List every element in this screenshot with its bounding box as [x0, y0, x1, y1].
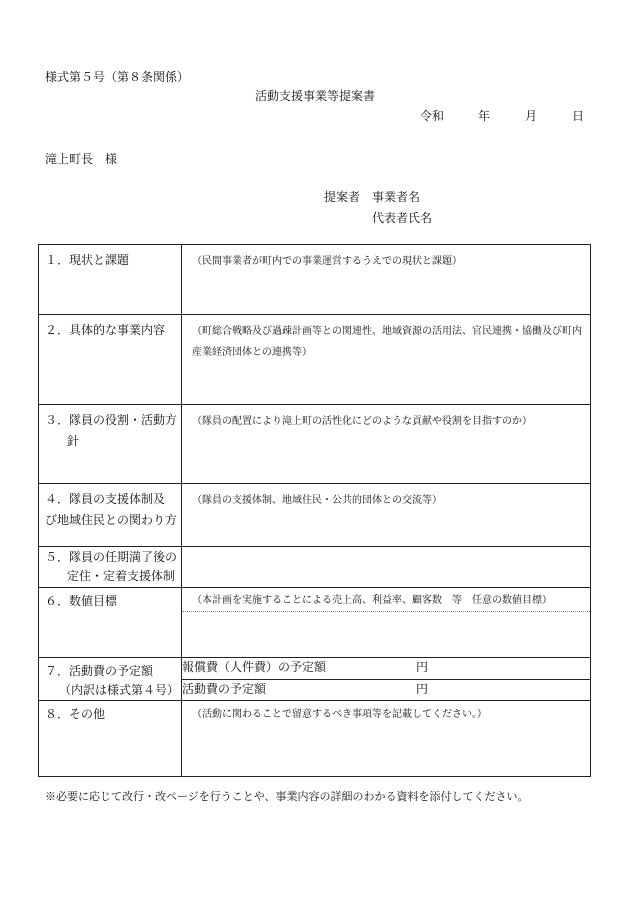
- section-input-area[interactable]: [182, 245, 591, 315]
- section-label-line1: ５．隊員の任期満了後の: [45, 550, 178, 564]
- section-label-cell: [39, 405, 182, 484]
- date-year: 年: [478, 109, 491, 123]
- section-hint: （活動に関わることで留意するべき事項等を記載してください。）: [192, 709, 487, 720]
- section-label-cell: [39, 484, 182, 547]
- section-row-7a: [39, 658, 591, 680]
- section-label: [39, 405, 181, 452]
- section-label-cell: [39, 588, 182, 658]
- proposer-label: 提案者: [324, 190, 361, 204]
- section-input-area[interactable]: [182, 315, 591, 405]
- section-label: [39, 547, 181, 586]
- section-label-cell: [39, 658, 182, 701]
- proposer-block: [324, 187, 432, 229]
- addressee: 滝上町長 様: [45, 152, 118, 166]
- budget-activity-cell[interactable]: [182, 679, 591, 701]
- section-label-line2: （内訳は様式第４号）: [59, 683, 180, 697]
- yen-unit: 円: [416, 681, 429, 696]
- section-input-area[interactable]: [182, 484, 591, 547]
- section-label-line2: 定住・定着支援体制: [67, 569, 176, 583]
- section-hint: （隊員の配置により滝上町の活性化にどのような貢献や役割を目指すのか）: [192, 416, 532, 427]
- section-row-3: [39, 405, 591, 484]
- section-label-line2: び地域住民との関わり方: [45, 513, 178, 527]
- section-label-line2: 針: [67, 434, 80, 448]
- section-label: ２．具体的な事業内容: [45, 323, 166, 337]
- date-era: 令和: [420, 109, 445, 123]
- section-label: １．現状と課題: [45, 253, 130, 267]
- section-row-4: [39, 484, 591, 547]
- section-row-1: [39, 245, 591, 315]
- section-input-area[interactable]: [182, 701, 591, 777]
- business-name-label: 事業者名: [372, 190, 421, 204]
- date-line: [420, 107, 584, 124]
- date-month: 月: [525, 109, 538, 123]
- section-input-area[interactable]: [182, 588, 591, 658]
- hint-row: [182, 588, 590, 612]
- section-label-cell: [39, 701, 182, 777]
- representative-label: 代表者氏名: [372, 211, 433, 225]
- section-label: [39, 484, 181, 531]
- proposal-table: [38, 244, 591, 777]
- section-label-line1: ４．隊員の支援体制及: [45, 492, 166, 506]
- section-label-line1: ７．活動費の予定額: [45, 664, 154, 678]
- footnote: ※必要に応じて改行・改ページを行うことや、事業内容の詳細のわかる資料を添付してください。: [45, 790, 529, 803]
- section-input-area[interactable]: [182, 547, 591, 588]
- section-hint: （民間事業者が町内での事業運営するうえでの現状と課題）: [192, 256, 462, 267]
- section-label: ８．その他: [45, 707, 106, 721]
- section-label-line1: ３．隊員の役割・活動方: [45, 413, 178, 427]
- section-row-8: [39, 701, 591, 777]
- document-title: 活動支援事業等提案書: [254, 89, 375, 103]
- section-label-cell: [39, 547, 182, 588]
- budget-fee-cell[interactable]: [182, 658, 591, 680]
- section-row-5: [39, 547, 591, 588]
- budget-item-label: 報償費（人件費）の予定額: [182, 660, 327, 674]
- section-hint: （町総合戦略及び過疎計画等との関連性、地域資源の活用法、官民連携・協働及び町内産業経済団体との連携等）: [192, 326, 582, 358]
- yen-unit: 円: [416, 660, 429, 674]
- section-row-2: [39, 315, 591, 405]
- section-hint: （本計画を実施することによる売上高、利益率、顧客数 等 任意の数値目標）: [192, 595, 552, 606]
- section-label: ６．数値目標: [45, 594, 118, 608]
- budget-item-label: 活動費の予定額: [182, 681, 267, 696]
- section-label: [39, 658, 181, 700]
- section-input-area[interactable]: [182, 405, 591, 484]
- date-day: 日: [572, 109, 585, 123]
- section-row-6: [39, 588, 591, 658]
- section-label-cell: [39, 315, 182, 405]
- section-label-cell: [39, 245, 182, 315]
- section-hint: （隊員の支援体制、地域住民・公共的団体との交流等）: [192, 495, 442, 506]
- form-number: 様式第５号（第８条関係）: [45, 70, 190, 84]
